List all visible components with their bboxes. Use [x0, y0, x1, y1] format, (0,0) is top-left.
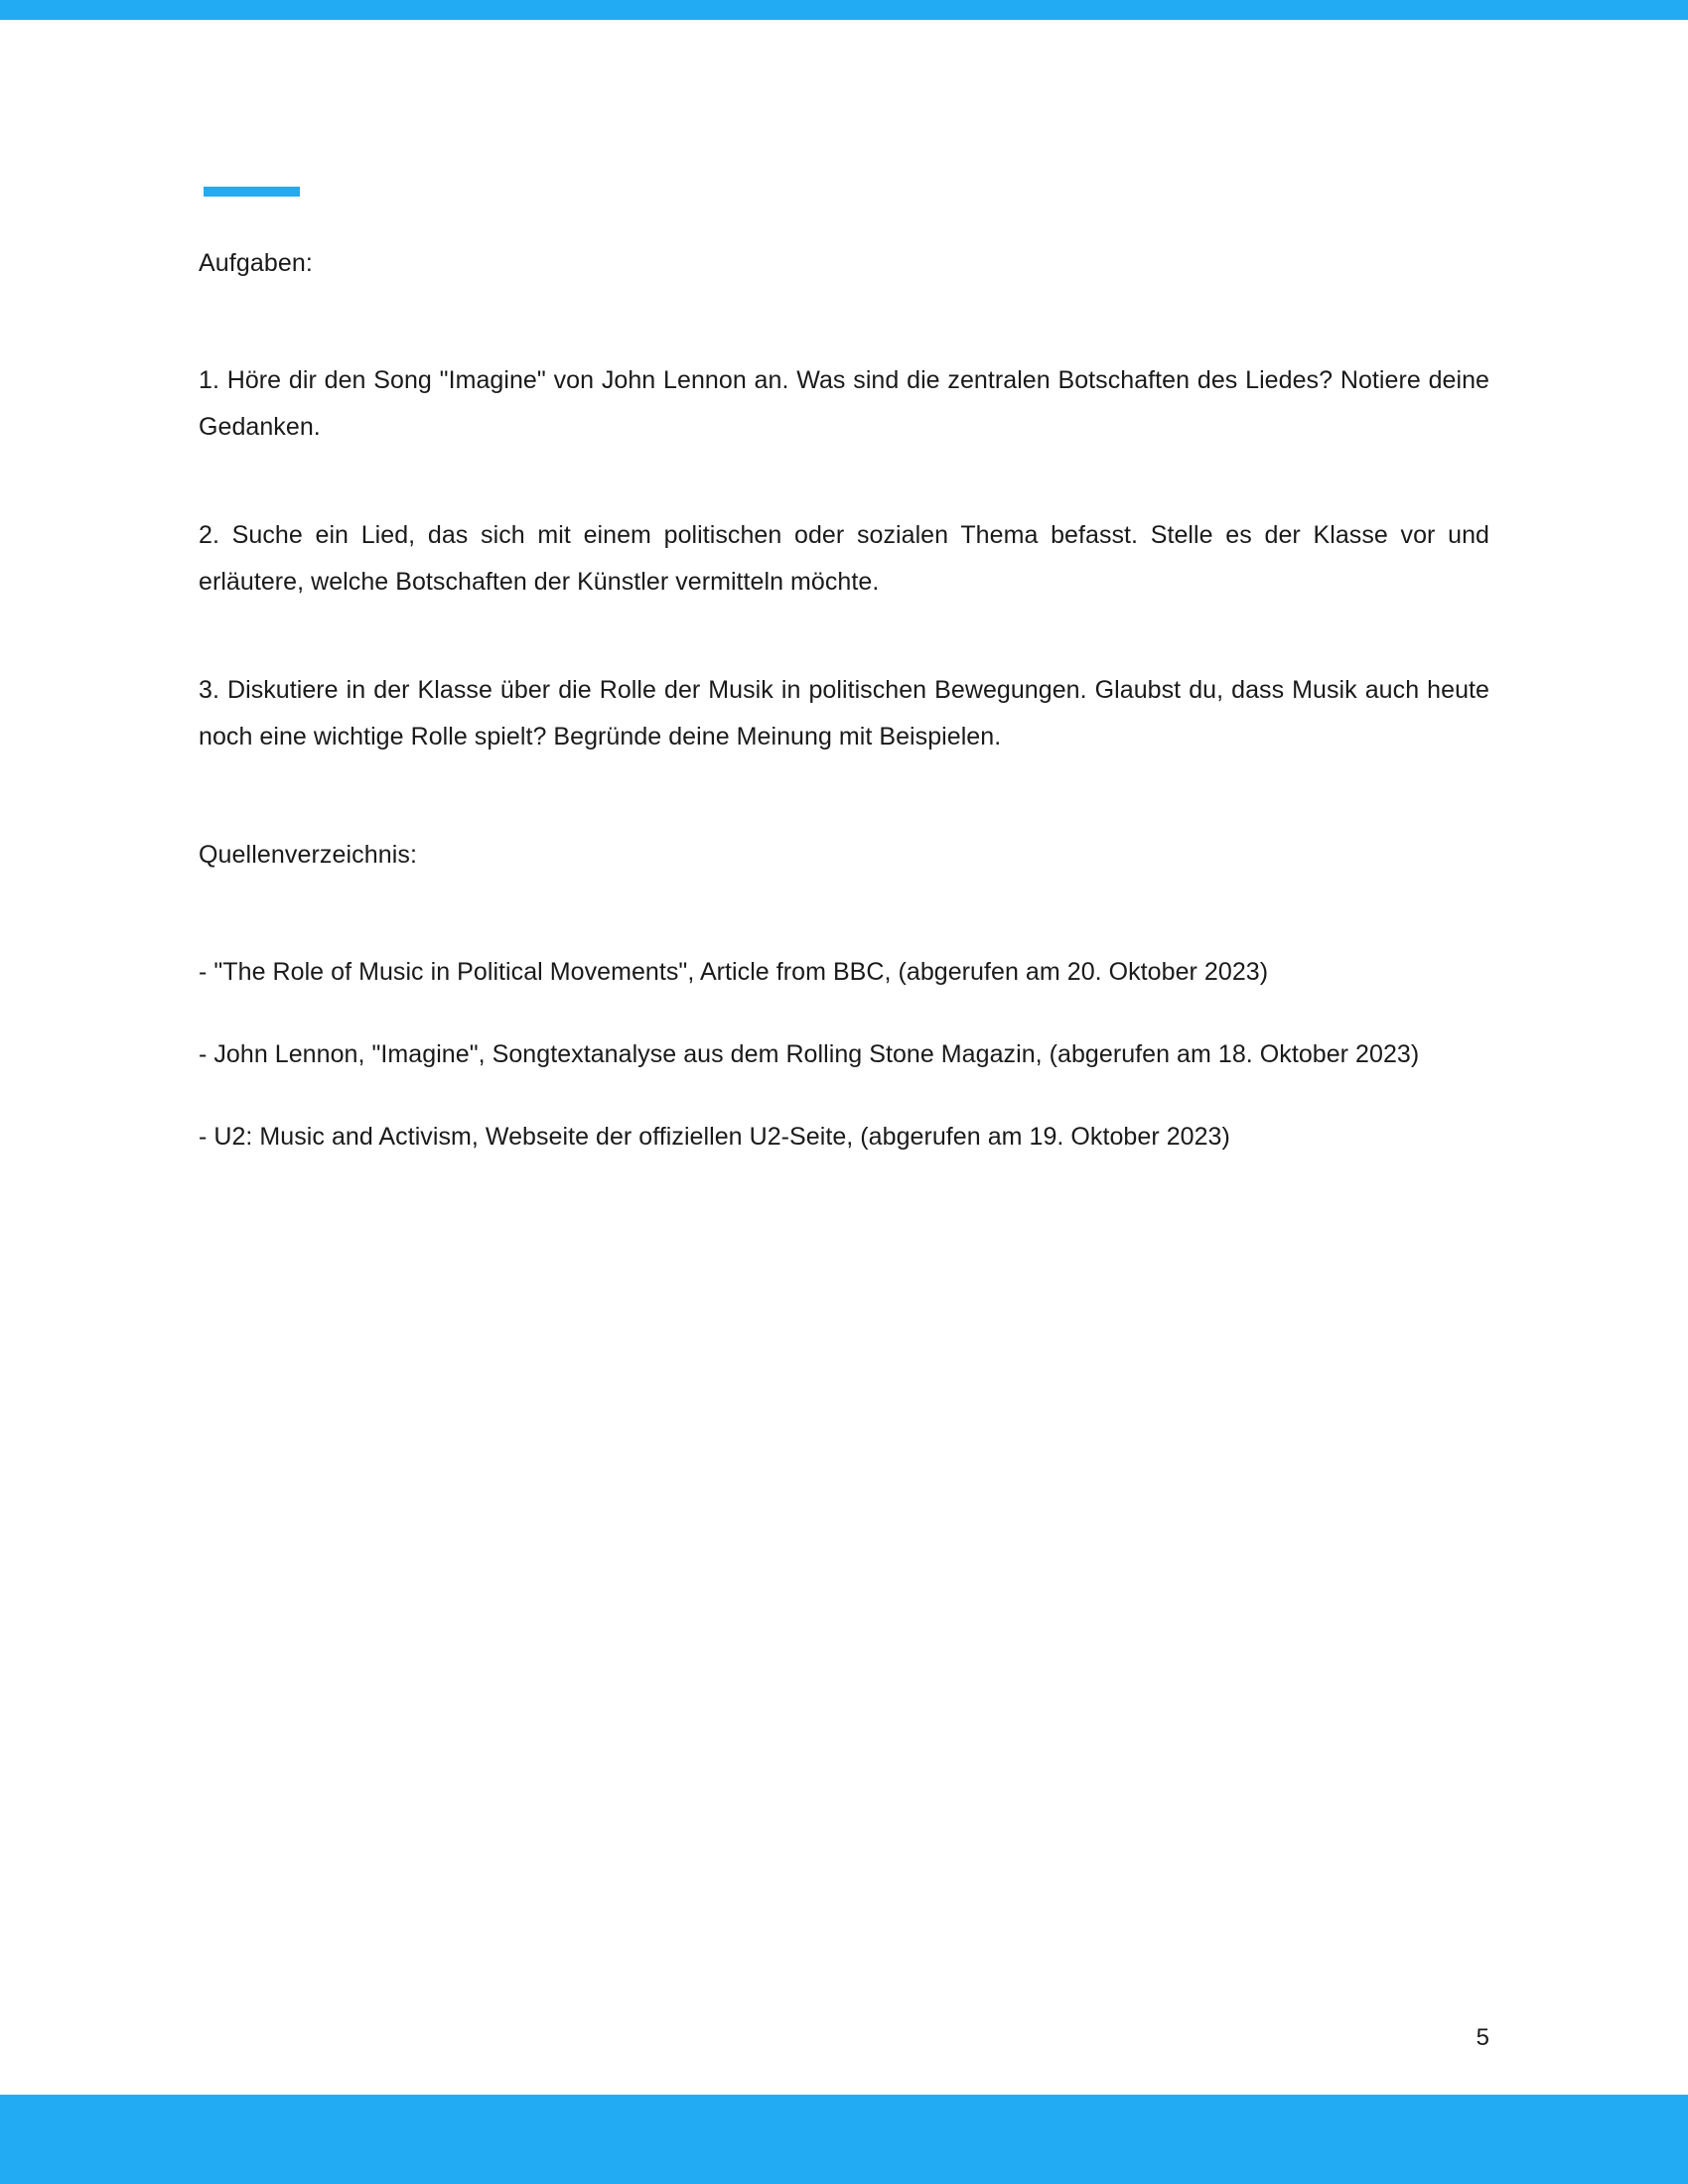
spacer	[199, 606, 1489, 667]
task-item-2: 2. Suche ein Lied, das sich mit einem politischen oder sozialen Thema befasst. Stelle es der Klasse vor und erläutere, welche Botschaften der Künstler vermitteln möchte.	[199, 521, 1489, 596]
source-list-item: - "The Role of Music in Political Movements", Article from BBC, (abgerufen am 20. Oktober 2023)	[199, 958, 1269, 986]
section-accent-rule	[204, 187, 300, 197]
task-item-3: 3. Diskutiere in der Klasse über die Rolle der Musik in politischen Bewegungen. Glaubst du, dass Musik auch heute noch eine wichtige Rolle spielt? Begründe deine Meinung mit Beispielen.	[199, 676, 1489, 751]
bottom-accent-bar	[0, 2095, 1688, 2184]
top-accent-bar	[0, 0, 1688, 20]
spacer	[199, 872, 1489, 949]
spacer	[199, 760, 1489, 838]
source-list-item: - John Lennon, "Imagine", Songtextanalyse aus dem Rolling Stone Magazin, (abgerufen am 18. Oktober 2023)	[199, 1040, 1420, 1068]
sources-heading: Quellenverzeichnis:	[199, 841, 418, 869]
page-number: 5	[1476, 2024, 1489, 2051]
source-list-item: - U2: Music and Activism, Webseite der offiziellen U2-Seite, (abgerufen am 19. Oktober 2023)	[199, 1123, 1230, 1151]
spacer	[199, 280, 1489, 357]
page-content	[199, 246, 1489, 1160]
tasks-heading: Aufgaben:	[199, 249, 313, 277]
task-item-1: 1. Höre dir den Song "Imagine" von John Lennon an. Was sind die zentralen Botschaften des Liedes? Notiere deine Gedanken.	[199, 366, 1489, 441]
spacer	[199, 451, 1489, 512]
sources-list	[199, 949, 1489, 1160]
